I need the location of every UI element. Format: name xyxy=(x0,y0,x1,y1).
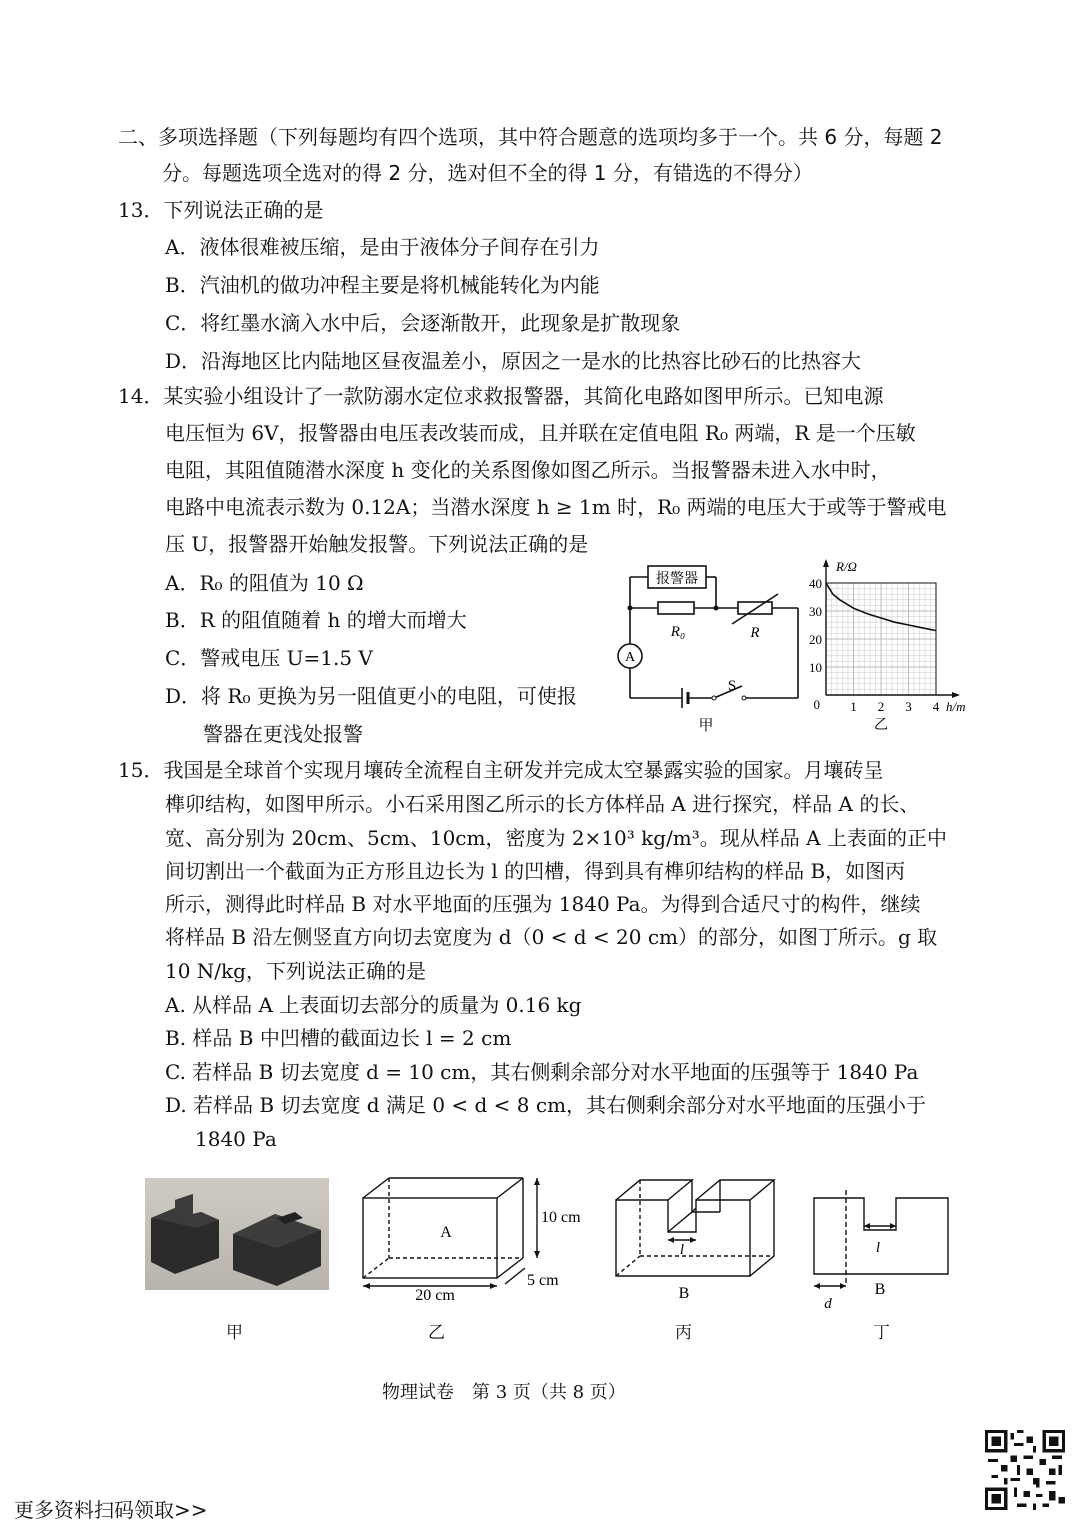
y-axis-arrow xyxy=(823,559,829,567)
q15-stem-line4: 间切割出一个截面为正方形且边长为 l 的凹槽，得到具有榫卯结构的样品 B，如图丙 xyxy=(165,859,906,883)
q15-option-d-line1: D. 若样品 B 切去宽度 d 满足 0 < d < 8 cm，其右侧剩余部分对水平地面的压强小于 xyxy=(165,1093,927,1117)
fig-caption-ding: 丁 xyxy=(873,1323,890,1343)
cut-width-label: d xyxy=(824,1296,832,1312)
q15-stem-line2: 榫卯结构，如图甲所示。小石采用图乙所示的长方体样品 A 进行探究，样品 A 的长、 xyxy=(165,792,920,816)
qr-code[interactable] xyxy=(985,1430,1065,1510)
block-a-diagram xyxy=(355,1170,595,1305)
fig-caption-jia: 甲 xyxy=(226,1323,243,1343)
q14-option-d-line2: 警器在更浅处报警 xyxy=(203,722,363,746)
page-footer: 物理试卷 第 3 页（共 8 页） xyxy=(382,1382,626,1403)
block-b-diagram xyxy=(610,1170,785,1300)
q14-option-a: A．R₀ 的阻值为 10 Ω xyxy=(165,571,364,595)
q13-option-a: A．液体很难被压缩，是由于液体分子间存在引力 xyxy=(165,235,600,259)
notch-width-label: l xyxy=(679,1242,685,1258)
y-tick-label: 20 xyxy=(809,632,822,647)
q15-option-a: A. 从样品 A 上表面切去部分的质量为 0.16 kg xyxy=(165,993,582,1017)
q13-option-c: C．将红墨水滴入水中后，会逐渐散开，此现象是扩散现象 xyxy=(165,311,681,335)
q15-stem-line6: 将样品 B 沿左侧竖直方向切去宽度为 d（0 < d < 20 cm）的部分，如图丁所示。g 取 xyxy=(165,925,938,949)
q13-option-d: D．沿海地区比内陆地区昼夜温差小，原因之一是水的比热容比砂石的比热容大 xyxy=(165,349,862,373)
resistor-r0 xyxy=(658,602,694,614)
y-tick-label: 30 xyxy=(809,604,822,619)
fig-caption-bing: 丙 xyxy=(675,1323,692,1343)
x-tick-label: 3 xyxy=(905,699,912,714)
fig-caption-yi: 乙 xyxy=(428,1323,445,1343)
resistor-r xyxy=(738,602,772,614)
section-heading-line2: 分。每题选项全选对的得 2 分，选对但不全的得 1 分，有错选的不得分） xyxy=(162,161,813,185)
q14-option-c: C．警戒电压 U=1.5 V xyxy=(165,646,373,670)
q14-option-b: B．R 的阻值随着 h 的增大而增大 xyxy=(165,608,467,632)
circuit-diagram xyxy=(614,560,804,740)
x-axis-arrow xyxy=(952,692,960,698)
q14-stem-line3: 电阻，其阻值随潜水深度 h 变化的关系图像如图乙所示。当报警器未进入水中时， xyxy=(165,458,891,482)
y-tick-label: 40 xyxy=(809,576,822,591)
q15-option-d-line2: 1840 Pa xyxy=(195,1127,277,1151)
q15-stem-line1: 15．我国是全球首个实现月壤砖全流程自主研发并完成太空暴露实验的国家。月壤砖呈 xyxy=(118,758,884,782)
q14-stem-line4: 电路中电流表示数为 0.12A；当潜水深度 h ≥ 1m 时，R₀ 两端的电压大于或等于警戒电 xyxy=(165,495,947,519)
circuit-caption: 甲 xyxy=(698,718,714,734)
r0-label: R₀ xyxy=(670,624,686,640)
y-tick-label: 10 xyxy=(809,660,822,675)
r-label: R xyxy=(750,625,760,641)
q14-stem-line1: 14．某实验小组设计了一款防溺水定位求救报警器，其简化电路如图甲所示。已知电源 xyxy=(118,384,884,408)
q14-stem-line5: 压 U，报警器开始触发报警。下列说法正确的是 xyxy=(165,532,589,556)
q14-stem-line2: 电压恒为 6V，报警器由电压表改装而成，且并联在定值电阻 R₀ 两端，R 是一个压敏 xyxy=(165,421,916,445)
origin-label: 0 xyxy=(813,697,820,712)
dim-height-label: 10 cm xyxy=(541,1209,581,1226)
q15-option-b: B. 样品 B 中凹槽的截面边长 l = 2 cm xyxy=(165,1026,512,1050)
switch-label: S xyxy=(727,678,737,694)
resistance-depth-chart xyxy=(800,555,990,740)
lunar-brick-photo xyxy=(145,1178,329,1290)
x-tick-label: 4 xyxy=(932,699,940,714)
block-a-label: A xyxy=(440,1224,452,1241)
notch-width-label-2: l xyxy=(875,1240,881,1256)
y-axis-label: R/Ω xyxy=(836,559,857,574)
block-b-label: B xyxy=(678,1285,690,1300)
dim-width-label: 5 cm xyxy=(527,1272,559,1289)
q15-stem-line3: 宽、高分别为 20cm、5cm、10cm，密度为 2×10³ kg/m³。现从样品 A 上表面的正中 xyxy=(165,826,947,850)
dim-length-label: 20 cm xyxy=(415,1287,455,1304)
chart-caption: 乙 xyxy=(874,718,888,733)
q15-stem-line5: 所示，测得此时样品 B 对水平地面的压强为 1840 Pa。为得到合适尺寸的构件，继续 xyxy=(165,892,921,916)
section-heading-line1: 二、多项选择题（下列每题均有四个选项，其中符合题意的选项均多于一个。共 6 分，每题 2 xyxy=(118,125,943,149)
q15-stem-line7: 10 N/kg，下列说法正确的是 xyxy=(165,959,426,983)
ammeter-label: A xyxy=(624,650,636,665)
x-axis-label: h/m xyxy=(946,699,966,714)
q13-stem: 13．下列说法正确的是 xyxy=(118,198,324,222)
x-tick-label: 1 xyxy=(850,699,857,714)
x-tick-label: 2 xyxy=(877,699,885,714)
block-b-cut-diagram xyxy=(800,1188,960,1313)
q15-option-c: C. 若样品 B 切去宽度 d = 10 cm，其右侧剩余部分对水平地面的压强等于 1840 Pa xyxy=(165,1060,919,1084)
bottom-promo-text[interactable]: 更多资料扫码领取>> xyxy=(14,1498,208,1522)
q13-option-b: B．汽油机的做功冲程主要是将机械能转化为内能 xyxy=(165,273,600,297)
block-b-cut-label: B xyxy=(874,1281,886,1298)
q14-option-d-line1: D．将 R₀ 更换为另一阻值更小的电阻，可使报 xyxy=(165,684,577,708)
alarm-label: 报警器 xyxy=(656,572,698,587)
